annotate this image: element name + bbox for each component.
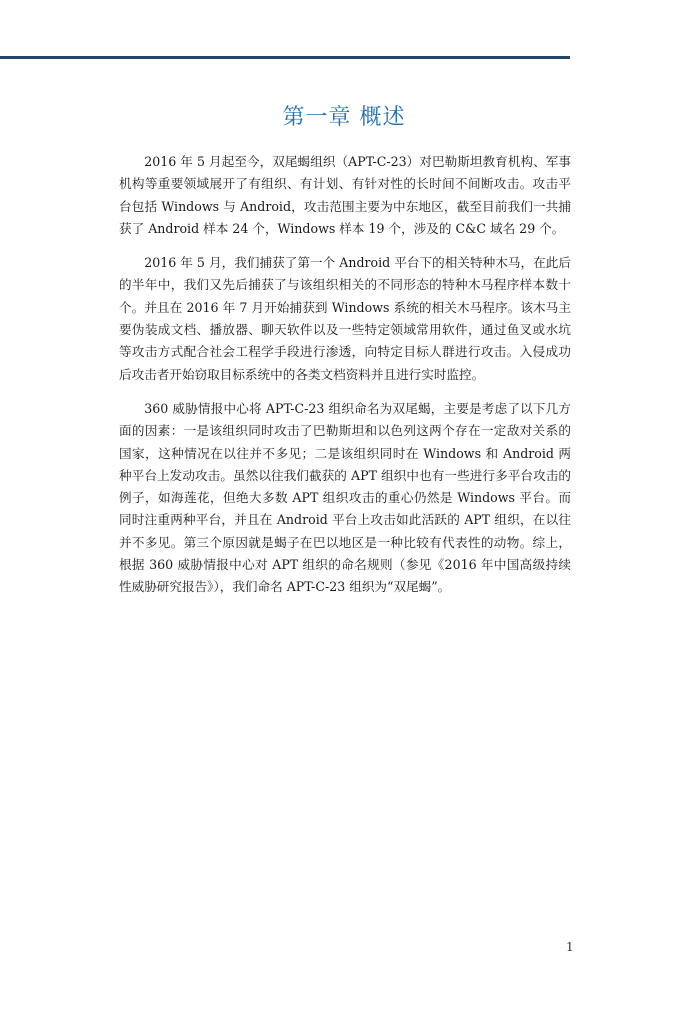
page-number: 1 [566,940,574,954]
paragraph-3: 360 威胁情报中心将 APT-C-23 组织命名为双尾蝎，主要是考虑了以下几方面的因素：一是该组织同时攻击了巴勒斯坦和以色列这两个存在一定敌对关系的国家，这种情况在以往并不多见；二是该组织同时在 Windows 和 Android 两种平台上发动攻击。虽然以往我们截获的 APT 组织中也有一些进行多平台攻击的例子，如海莲花，但绝大多数 APT 组织攻击的重心仍然是 Windows 平台。而同时注重两种平台，并且在 Android 平台上攻击如此活跃的 APT 组织，在以往并不多见。第三个原因就是蝎子在巴以地区是一种比较有代表性的动物。综上，根据 360 威胁情报中心对 APT 组织的命名规则（参见《2016 年中国高级持续性威胁研究报告》），我们命名 APT-C-23 组织为“双尾蝎”。 [119,400,571,595]
document-body [119,151,571,611]
header-rule [0,56,570,59]
paragraph-2: 2016 年 5 月，我们捕获了第一个 Android 平台下的相关特种木马，在此后的半年中，我们又先后捕获了与该组织相关的不同形态的特种木马程序样本数十个。并且在 2016 年 7 月开始捕获到 Windows 系统的相关木马程序。该木马主要伪装成文档、播放器、聊天软件以及一些特定领域常用软件，通过鱼叉或水坑等攻击方式配合社会工程学手段进行渗透，向特定目标人群进行攻击。入侵成功后攻击者开始窃取目标系统中的各类文档资料并且进行实时监控。 [119,255,571,382]
paragraph-1: 2016 年 5 月起至今，双尾蝎组织（APT-C-23）对巴勒斯坦教育机构、军事机构等重要领域展开了有组织、有计划、有针对性的长时间不间断攻击。攻击平台包括 Windows 与 Android，攻击范围主要为中东地区，截至目前我们一共捕获了 Android 样本 24 个，Windows 样本 19 个，涉及的 C&C 域名 29 个。 [119,154,571,236]
chapter-title: 第一章 概述 [282,105,406,130]
